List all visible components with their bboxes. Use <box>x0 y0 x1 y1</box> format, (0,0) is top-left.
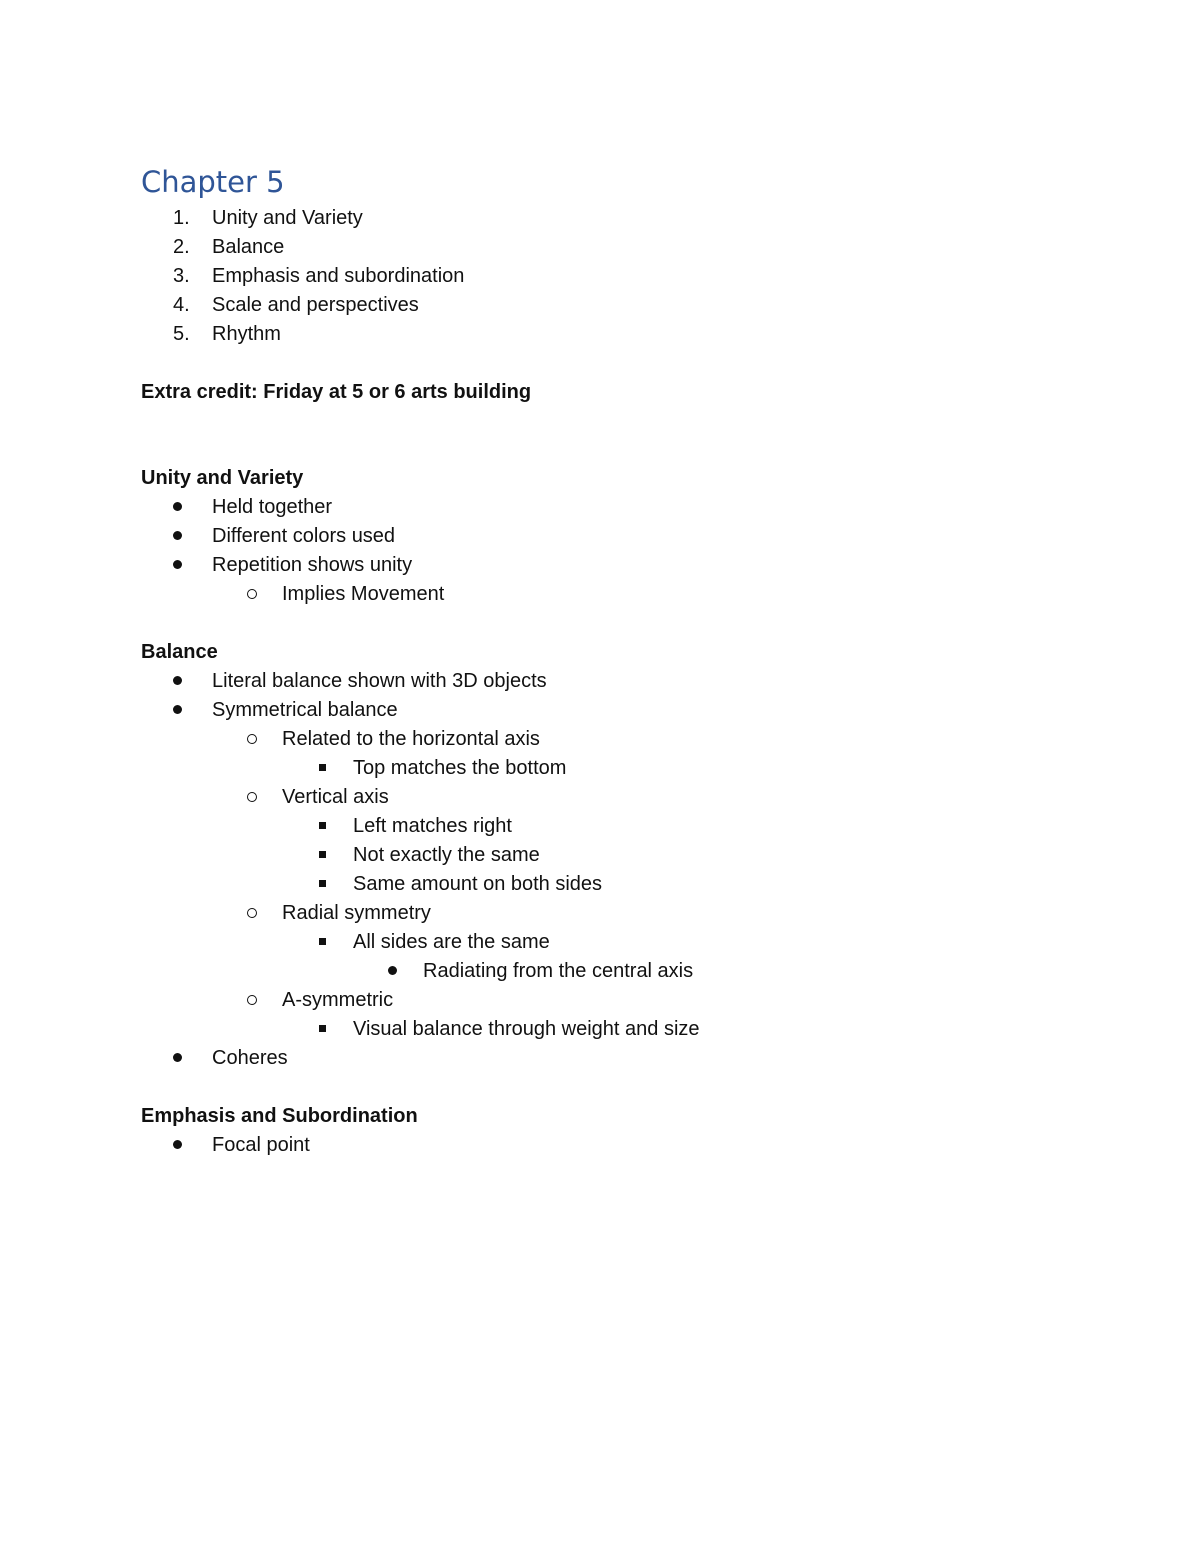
bullet-text: Symmetrical balance <box>212 699 398 721</box>
sub-bullet-item <box>141 986 1141 1015</box>
sub-bullet-item <box>141 725 1141 754</box>
list-number: 4. <box>173 294 190 316</box>
bullet-dot-icon <box>173 551 213 580</box>
list-item-text: Rhythm <box>212 323 281 345</box>
bullet-item <box>141 551 1141 580</box>
list-item-text: Balance <box>212 236 285 258</box>
bullet-dot-icon <box>173 1044 213 1073</box>
bullet-text: Vertical axis <box>282 786 389 808</box>
bullet-text: All sides are the same <box>353 931 550 953</box>
page-title: Chapter 5 <box>141 165 285 199</box>
bullet-text: Focal point <box>212 1134 310 1156</box>
bullet-text: Held together <box>212 496 333 518</box>
bullet-dot-icon <box>173 696 213 725</box>
bullet-text: Repetition shows unity <box>212 554 413 576</box>
list-number: 1. <box>173 207 190 229</box>
bullet-dot-icon <box>173 493 213 522</box>
sub-bullet-item <box>141 899 1141 928</box>
sub-bullet-item <box>141 783 1141 812</box>
bullet-circle-icon <box>247 580 287 609</box>
bullet-text: Not exactly the same <box>353 844 540 866</box>
bullet-dot-icon <box>173 667 213 696</box>
bullet-circle-icon <box>247 725 287 754</box>
list-item <box>141 233 1141 262</box>
sub-sub-bullet-item <box>141 812 1141 841</box>
bullet-item <box>141 522 1141 551</box>
section-heading-emphasis: Emphasis and Subordination <box>141 1105 418 1127</box>
list-number: 3. <box>173 265 190 287</box>
list-number: 2. <box>173 236 190 258</box>
bullet-dot-icon <box>173 1131 213 1160</box>
list-item-text: Emphasis and subordination <box>212 265 465 287</box>
bullet-text: Literal balance shown with 3D objects <box>212 670 547 692</box>
topic-list <box>141 204 1141 349</box>
sub-sub-bullet-item <box>141 870 1141 899</box>
bullet-text: Radiating from the central axis <box>423 960 694 982</box>
document-page <box>141 160 1141 1160</box>
bullet-item <box>141 696 1141 725</box>
list-item <box>141 262 1141 291</box>
section-heading-unity: Unity and Variety <box>141 467 304 489</box>
sub-sub-bullet-item <box>141 928 1141 957</box>
bullet-text: Coheres <box>212 1047 288 1069</box>
sub-sub-bullet-item <box>141 1015 1141 1044</box>
bullet-circle-icon <box>247 899 287 928</box>
level4-bullet-item <box>141 957 1141 986</box>
bullet-text: A-symmetric <box>282 989 394 1011</box>
bullet-dot-icon <box>173 522 213 551</box>
bullet-item <box>141 493 1141 522</box>
sub-bullet-item <box>141 580 1141 609</box>
bullet-text: Same amount on both sides <box>353 873 603 895</box>
bullet-text: Related to the horizontal axis <box>282 728 540 750</box>
list-item-text: Scale and perspectives <box>212 294 419 316</box>
bullet-item <box>141 1044 1141 1073</box>
bullet-text: Radial symmetry <box>282 902 431 924</box>
list-item <box>141 320 1141 349</box>
list-item-text: Unity and Variety <box>212 207 363 229</box>
bullet-circle-icon <box>247 986 287 1015</box>
section-heading-balance: Balance <box>141 641 218 663</box>
bullet-text: Left matches right <box>353 815 512 837</box>
list-item <box>141 204 1141 233</box>
bullet-text: Implies Movement <box>282 583 445 605</box>
bullet-text: Top matches the bottom <box>353 757 567 779</box>
bullet-circle-icon <box>247 783 287 812</box>
sub-sub-bullet-item <box>141 841 1141 870</box>
extra-credit-note: Extra credit: Friday at 5 or 6 arts building <box>141 381 532 403</box>
sub-sub-bullet-item <box>141 754 1141 783</box>
bullet-text: Different colors used <box>212 525 396 547</box>
list-number: 5. <box>173 323 190 345</box>
list-item <box>141 291 1141 320</box>
bullet-item <box>141 1131 1141 1160</box>
bullet-dot-icon <box>388 957 428 986</box>
bullet-item <box>141 667 1141 696</box>
bullet-text: Visual balance through weight and size <box>353 1018 700 1040</box>
